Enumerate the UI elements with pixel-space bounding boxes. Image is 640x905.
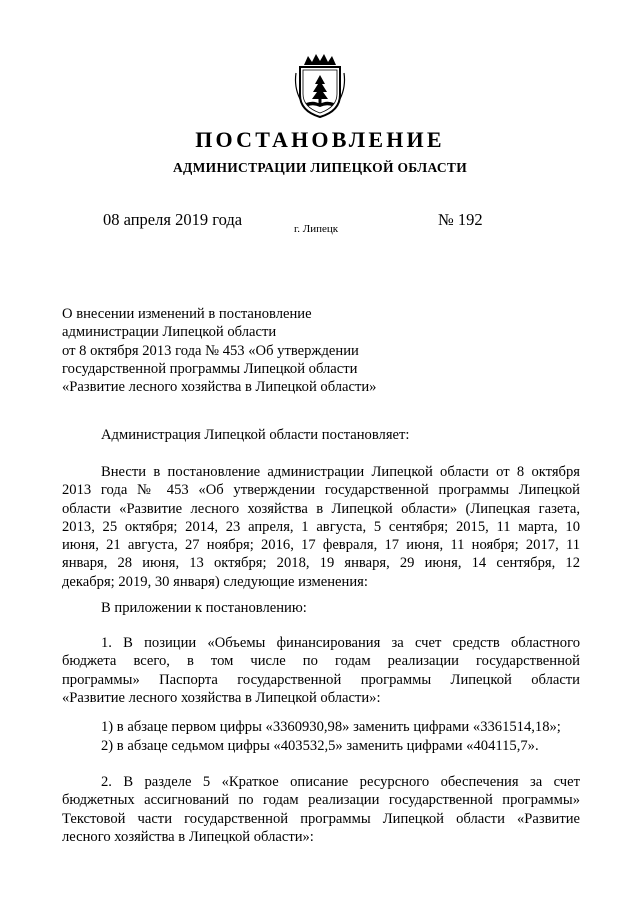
paragraph-line: января, 28 июня, 13 октября; 2018, 19 января, 29 июня, 14 сентября, 12 <box>62 555 580 572</box>
paragraph-line: 2013, 25 октября; 2014, 23 апреля, 1 августа, 5 сентября; 2015, 11 марта, 10 <box>62 518 580 535</box>
intro-statement: Администрация Липецкой области постановляет: <box>101 427 410 443</box>
paragraph-line: декабря; 2019, 30 января) следующие изменения: <box>62 573 368 590</box>
subitem-2: 2) в абзаце седьмом цифры «403532,5» заменить цифрами «404115,7». <box>101 738 539 754</box>
paragraph-line: бюджетных ассигнований по годам реализации государственной программы» <box>62 792 580 809</box>
document-subtitle: АДМИНИСТРАЦИИ ЛИПЕЦКОЙ ОБЛАСТИ <box>172 160 468 175</box>
heading-line: от 8 октября 2013 года № 453 «Об утверждении <box>62 342 359 359</box>
coat-of-arms-emblem <box>292 53 348 119</box>
paragraph-line: 2013 года № 453 «Об утверждении государственной программы Липецкой <box>62 482 580 499</box>
document-number: № 192 <box>438 210 483 229</box>
heading-line: «Развитие лесного хозяйства в Липецкой области» <box>62 379 377 396</box>
paragraph-amendment <box>62 463 580 591</box>
paragraph-line: бюджета всего, в том числе по годам реализации государственной <box>62 653 580 670</box>
paragraph-line: Текстовой части государственной программы Липецкой области «Развитие <box>62 810 580 827</box>
item-1 <box>62 634 580 707</box>
document-date: 08 апреля 2019 года <box>103 210 243 229</box>
paragraph-line: лесного хозяйства в Липецкой области»: <box>62 828 314 845</box>
paragraph-line: программы» Паспорта государственной программы Липецкой области <box>62 671 580 688</box>
heading-line: О внесении изменений в постановление <box>62 306 312 322</box>
annex-line: В приложении к постановлению: <box>101 600 307 616</box>
paragraph-line: области «Развитие лесного хозяйства в Липецкой области» (Липецкая газета, <box>62 500 580 517</box>
heading-line: администрации Липецкой области <box>62 324 277 341</box>
paragraph-line: «Развитие лесного хозяйства в Липецкой области»: <box>62 689 381 706</box>
document-heading <box>62 305 482 396</box>
paragraph-line: Внести в постановление администрации Липецкой области от 8 октября <box>101 464 580 480</box>
paragraph-line: 2. В разделе 5 «Краткое описание ресурсного обеспечения за счет <box>101 774 580 790</box>
paragraph-line: июня, 21 августа, 27 ноября; 2016, 17 февраля, 17 июня, 11 ноября; 2017, 11 <box>62 537 580 554</box>
paragraph-line: 1. В позиции «Объемы финансирования за счет средств областного <box>101 635 580 651</box>
document-city: г. Липецк <box>294 223 339 235</box>
item-2 <box>62 773 580 846</box>
document-title: ПОСТАНОВЛЕНИЕ <box>195 127 445 152</box>
heading-line: государственной программы Липецкой области <box>62 360 358 377</box>
subitem-1: 1) в абзаце первом цифры «3360930,98» заменить цифрами «3361514,18»; <box>101 719 561 735</box>
